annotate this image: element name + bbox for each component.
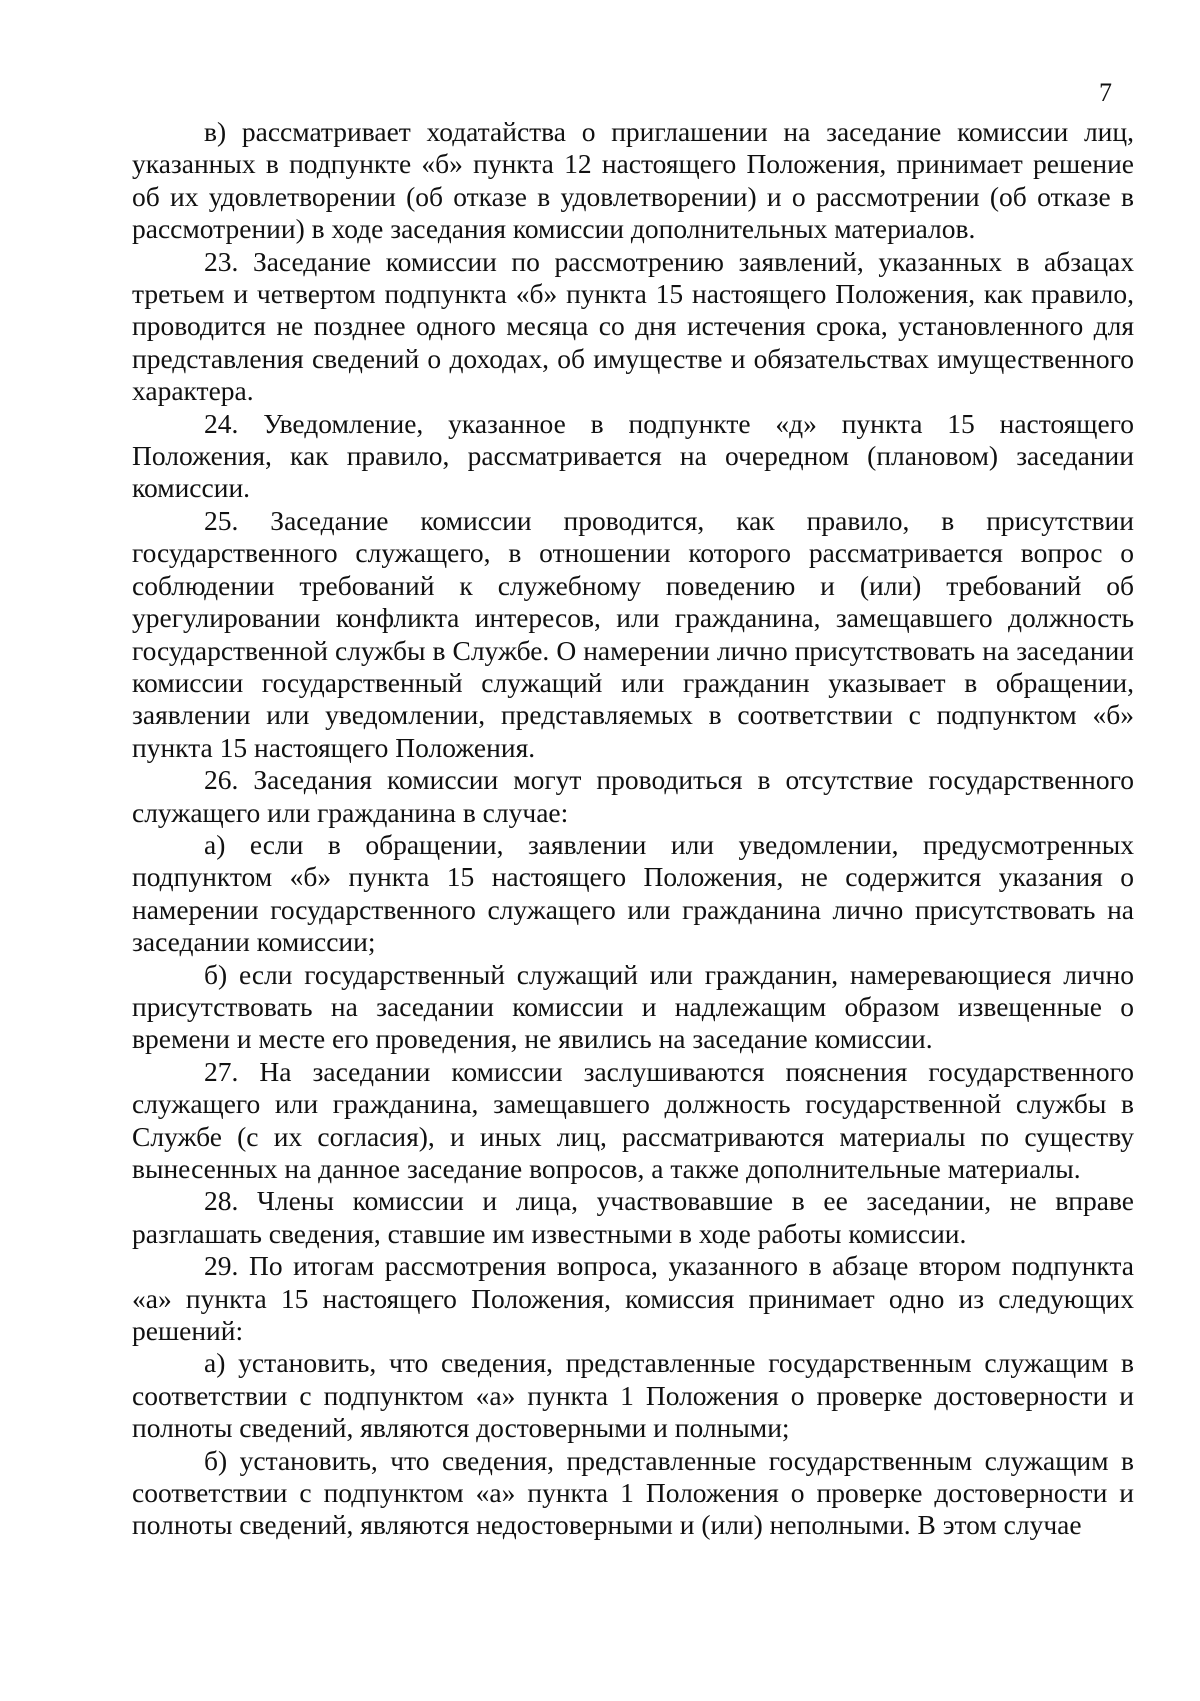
paragraph-27: 27. На заседании комиссии заслушиваются пояснения государственного служащего или гражданина, замещавшего должность государственной службы в Службе (с их согласия), и иных лиц, рассматриваются материалы по существу вынесенных на данное заседание вопросов, а также дополнительные материалы. — [132, 1055, 1134, 1184]
paragraph-24: 24. Уведомление, указанное в подпункте «д» пункта 15 настоящего Положения, как правило, рассматривается на очередном (плановом) заседании комиссии. — [132, 407, 1134, 504]
page-number: 7 — [1099, 78, 1112, 107]
document-body — [132, 116, 1134, 1542]
paragraph-23: 23. Заседание комиссии по рассмотрению заявлений, указанных в абзацах третьем и четвертом подпункта «б» пункта 15 настоящего Положения, как правило, проводится не позднее одного месяца со дня истечения срока, установленного для представления сведений о доходах, об имуществе и обязательствах имущественного характера. — [132, 245, 1134, 407]
paragraph-29: 29. По итогам рассмотрения вопроса, указанного в абзаце втором подпункта «а» пункта 15 настоящего Положения, комиссия принимает одно из следующих решений: — [132, 1250, 1134, 1347]
paragraph-29-a: а) установить, что сведения, представленные государственным служащим в соответствии с подпунктом «а» пункта 1 Положения о проверке достоверности и полноты сведений, являются достоверными и полными; — [132, 1347, 1134, 1444]
paragraph-29-b: б) установить, что сведения, представленные государственным служащим в соответствии с подпунктом «а» пункта 1 Положения о проверке достоверности и полноты сведений, являются недостоверными и (или) неполными. В этом случае — [132, 1444, 1134, 1541]
paragraph-28: 28. Члены комиссии и лица, участвовавшие в ее заседании, не вправе разглашать сведения, ставшие им известными в ходе работы комиссии. — [132, 1185, 1134, 1249]
paragraph-26-a: а) если в обращении, заявлении или уведомлении, предусмотренных подпунктом «б» пункта 15 настоящего Положения, не содержится указания о намерении государственного служащего или гражданина лично присутствовать на заседании комиссии; — [132, 828, 1134, 958]
paragraph-v: в) рассматривает ходатайства о приглашении на заседание комиссии лиц, указанных в подпункте «б» пункта 12 настоящего Положения, принимает решение об их удовлетворении (об отказе в удовлетворении) и о рассмотрении (об отказе в рассмотрении) в ходе заседания комиссии дополнительных материалов. — [132, 116, 1134, 245]
paragraph-26: 26. Заседания комиссии могут проводиться в отсутствие государственного служащего или гражданина в случае: — [132, 764, 1134, 828]
paragraph-25: 25. Заседание комиссии проводится, как правило, в присутствии государственного служащего, в отношении которого рассматривается вопрос о соблюдении требований к служебному поведению и (или) требований об урегулировании конфликта интересов, или гражданина, замещавшего должность государственной службы в Службе. О намерении лично присутствовать на заседании комиссии государственный служащий или гражданин указывает в обращении, заявлении или уведомлении, представляемых в соответствии с подпунктом «б» пункта 15 настоящего Положения. — [132, 504, 1134, 763]
paragraph-26-b: б) если государственный служащий или гражданин, намеревающиеся лично присутствовать на заседании комиссии и надлежащим образом извещенные о времени и месте его проведения, не явились на заседание комиссии. — [132, 958, 1134, 1055]
